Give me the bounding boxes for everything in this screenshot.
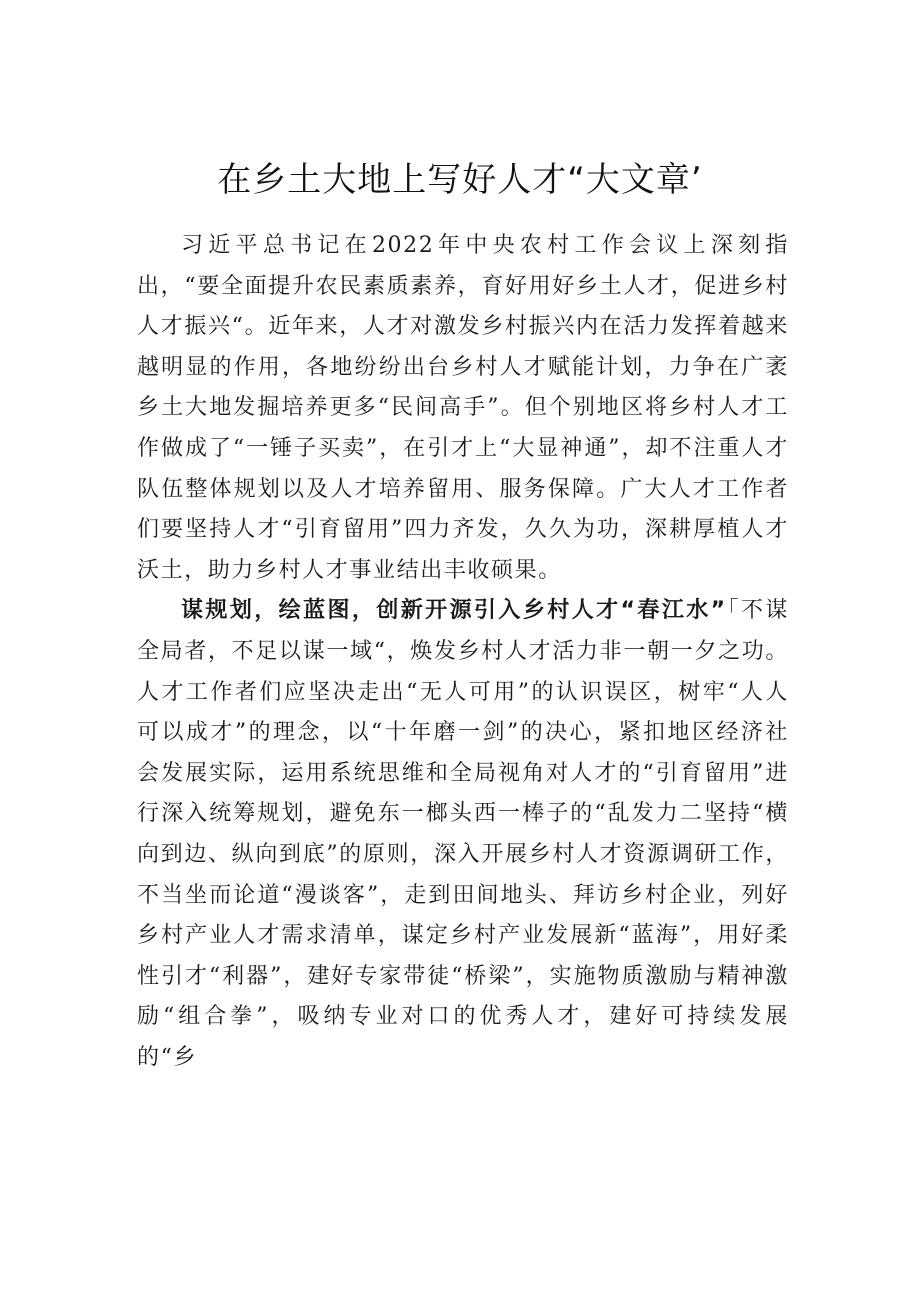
paragraph-planning-text: 「不谋全局者，不足以谋一域“，焕发乡村人才活力非一朝一夕之功。人才工作者们应坚决走出“无人可用”的认识误区，树牢“人人可以成才”的理念，以“十年磨一剑”的决心，紧扣地区经济社会发展实际，运用系统思维和全局视角对人才的“引育留用”进行深入统筹规划，避免东一榔头西一棒子的“乱发力二坚持“横向到边、纵向到底”的原则，深入开展乡村人才资源调研工作，不当坐而论道“漫谈客”，走到田间地头、拜访乡村企业，列好乡村产业人才需求清单，谋定乡村产业发展新“蓝海”，用好柔性引才“利器”，建好专家带徒“桥梁”，实施物质激励与精神激励“组合拳”，吸纳专业对口的优秀人才，建好可持续发展的“乡 (137, 598, 789, 1070)
document-title: 在乡土大地上写好人才“大文章’ (217, 160, 703, 200)
paragraph-intro: 习近平总书记在2022年中央农村工作会议上深刻指出，“要全面提升农民素质素养，育好用好乡土人才，促进乡村人才振兴“。近年来，人才对激发乡村振兴内在活力发挥着越来越明显的作用，各地纷纷出台乡村人才赋能计划，力争在广袤乡土大地发掘培养更多“民间高手”。但个别地区将乡村人才工作做成了“一锤子买卖”，在引才上“大显神通”，却不注重人才队伍整体规划以及人才培养留用、服务保障。广大人才工作者们要坚持人才“引育留用”四力齐发，久久为功，深耕厚植人才沃土，助力乡村人才事业结出丰收硕果。 (137, 233, 789, 583)
section-heading: 谋规划，绘蓝图，创新开源引入乡村人才“春江水” (181, 598, 727, 624)
document-body (137, 226, 789, 1078)
paragraph-planning (137, 591, 789, 1078)
